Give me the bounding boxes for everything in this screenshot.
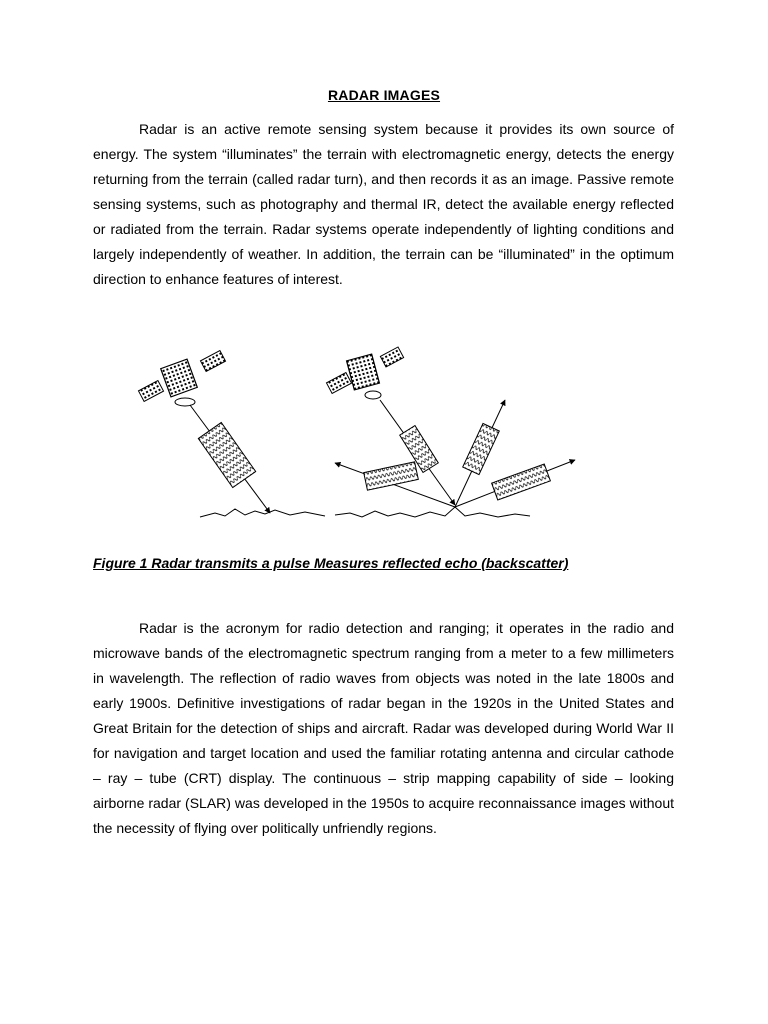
terrain-right — [335, 507, 530, 517]
figure-caption: Figure 1 Radar transmits a pulse Measures reflected echo (backscatter) — [93, 555, 569, 571]
pulse-left — [190, 405, 270, 513]
satellite-right-icon — [326, 347, 403, 399]
backscatter-up — [463, 423, 500, 474]
terrain-left — [200, 509, 325, 517]
backscatter-right — [492, 464, 551, 500]
paragraph-2 — [93, 616, 674, 841]
page-title: RADAR IMAGES — [327, 87, 441, 103]
paragraph-1 — [93, 117, 674, 292]
satellite-left-icon — [138, 351, 225, 406]
paragraph-2-text: Radar is the acronym for radio detection and ranging; it operates in the radio and microwave bands of the electromagnetic spectrum ranging from a meter to a few millimeters in wavelength. The reflection of radio waves from objects was noted in the late 1800s and early 1900s. Definitive investigations of radar began in the 1920s in the United States and Great Britain for the detection of ships and aircraft. Radar was developed during World War II for navigation and target location and used the familiar rotating antenna and circular cathode – ray – tube (CRT) display. The continuous – strip mapping capability of side – looking airborne radar (SLAR) was developed in the 1950s to acquire reconnaissance images without the necessity of flying over politically unfriendly regions. — [93, 620, 674, 836]
backscatter-left — [364, 462, 419, 490]
paragraph-1-text: Radar is an active remote sensing system because it provides its own source of energy. The system “illuminates” the terrain with electromagnetic energy, detects the energy returning from the terrain (called radar turn), and then records it as an image. Passive remote sensing systems, such as photography and thermal IR, detect the available energy reflected or radiated from the terrain. Radar systems operate independently of lighting conditions and largely independently of weather. In addition, the terrain can be “illuminated” in the optimum direction to enhance features of interest. — [93, 121, 674, 287]
radar-figure — [130, 345, 600, 535]
